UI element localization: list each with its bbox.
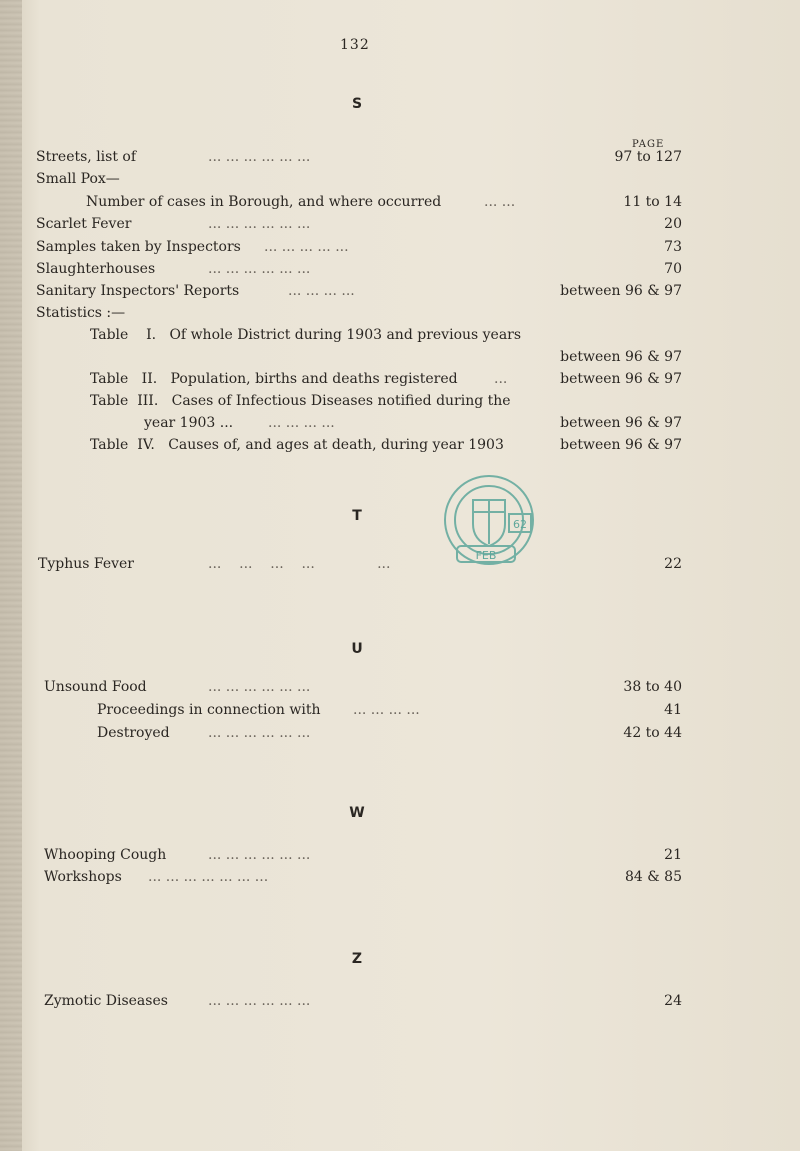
entry-page: between 96 & 97 bbox=[560, 437, 682, 453]
index-entry-proceedings bbox=[97, 700, 682, 720]
entry-label: Typhus Fever bbox=[38, 556, 134, 572]
entry-label: Samples taken by Inspectors bbox=[36, 239, 241, 255]
section-letter-s: S bbox=[351, 96, 363, 112]
leader-dots: ... ... ... ... ... bbox=[264, 239, 349, 255]
leader-dots: ... ... ... ... ... ... bbox=[208, 149, 311, 165]
entry-label: Number of cases in Borough, and where occurred bbox=[86, 194, 442, 210]
index-entry-zymotic-diseases bbox=[44, 991, 682, 1011]
index-entry-table-2 bbox=[90, 369, 682, 389]
entry-page: 38 to 40 bbox=[623, 679, 682, 695]
entry-page: 84 & 85 bbox=[625, 869, 682, 885]
entry-page: between 96 & 97 bbox=[560, 371, 682, 387]
leader-dots: ... ... ... ... ... ... bbox=[208, 847, 311, 863]
leader-dots: ... ... ... ... ... bbox=[208, 556, 391, 572]
entry-page: 41 bbox=[664, 702, 682, 718]
entry-label: year 1903 ... bbox=[144, 415, 234, 431]
index-entry-statistics bbox=[36, 303, 682, 323]
leader-dots: ... ... ... ... ... ... ... bbox=[148, 869, 269, 885]
entry-label: Table I. Of whole District during 1903 and previous years bbox=[90, 327, 522, 343]
index-entry-table-3-year bbox=[144, 413, 682, 433]
index-entry-whooping-cough bbox=[44, 845, 682, 865]
leader-dots: ... ... ... ... ... ... bbox=[208, 216, 311, 232]
entry-page: 42 to 44 bbox=[623, 725, 682, 741]
index-entry-streets bbox=[36, 147, 682, 167]
leader-dots: ... ... ... ... bbox=[268, 415, 335, 431]
index-entry-table-3 bbox=[90, 391, 682, 411]
entry-label: Table III. Cases of Infectious Diseases notified during the bbox=[90, 393, 511, 409]
index-entry-workshops bbox=[44, 867, 682, 887]
entry-page: 20 bbox=[664, 216, 682, 232]
entry-label: Table IV. Causes of, and ages at death, during year 1903 bbox=[90, 437, 504, 453]
leader-dots: ... ... ... ... ... ... bbox=[208, 993, 311, 1009]
index-entry-unsound-food bbox=[44, 677, 682, 697]
leader-dots: ... ... ... ... bbox=[288, 283, 355, 299]
entry-label: Proceedings in connection with bbox=[97, 702, 321, 718]
section-letter-u: U bbox=[351, 641, 363, 657]
leader-dots: ... ... ... ... bbox=[353, 702, 420, 718]
entry-label: Whooping Cough bbox=[44, 847, 167, 863]
index-entry-sanitary-reports bbox=[36, 281, 682, 301]
entry-page: 73 bbox=[664, 239, 682, 255]
index-entry-destroyed bbox=[97, 723, 682, 743]
entry-label: Sanitary Inspectors' Reports bbox=[36, 283, 240, 299]
entry-page: 70 bbox=[664, 261, 682, 277]
index-entry-typhus-fever bbox=[38, 554, 682, 574]
entry-label: Unsound Food bbox=[44, 679, 147, 695]
page-binding-edge bbox=[0, 0, 22, 1151]
index-entry-slaughterhouses bbox=[36, 259, 682, 279]
index-entry-scarlet-fever bbox=[36, 214, 682, 234]
index-entry-table-1-page bbox=[90, 347, 682, 367]
entry-label: Small Pox— bbox=[36, 171, 120, 187]
entry-label: Table II. Population, births and deaths registered bbox=[90, 371, 458, 387]
stamp-month: FEB bbox=[475, 549, 497, 562]
leader-dots: ... ... bbox=[484, 194, 516, 210]
entry-label: Scarlet Fever bbox=[36, 216, 132, 232]
entry-page: 22 bbox=[664, 556, 682, 572]
section-letter-z: Z bbox=[351, 951, 363, 967]
index-entry-table-1 bbox=[90, 325, 682, 345]
entry-label: Workshops bbox=[44, 869, 122, 885]
entry-label: Destroyed bbox=[97, 725, 170, 741]
leader-dots: ... ... ... ... ... ... bbox=[208, 725, 311, 741]
index-entry-smallpox-cases bbox=[86, 192, 682, 212]
index-entry-smallpox bbox=[36, 169, 682, 189]
leader-dots: ... bbox=[494, 371, 508, 387]
entry-page: 11 to 14 bbox=[623, 194, 682, 210]
page-column-header: PAGE bbox=[632, 139, 665, 150]
entry-label: Slaughterhouses bbox=[36, 261, 156, 277]
index-entry-table-4 bbox=[90, 435, 682, 455]
index-entry-samples bbox=[36, 237, 682, 257]
entry-label: Zymotic Diseases bbox=[44, 993, 168, 1009]
entry-page: between 96 & 97 bbox=[560, 415, 682, 431]
leader-dots: ... ... ... ... ... ... bbox=[208, 261, 311, 277]
entry-page: between 96 & 97 bbox=[560, 349, 682, 365]
entry-label: Streets, list of bbox=[36, 149, 137, 165]
page-number: 132 bbox=[340, 37, 370, 53]
section-letter-w: W bbox=[349, 805, 365, 821]
leader-dots: ... ... ... ... ... ... bbox=[208, 679, 311, 695]
stamp-year: 62 bbox=[513, 518, 527, 531]
entry-page: 21 bbox=[664, 847, 682, 863]
entry-page: 97 to 127 bbox=[614, 149, 682, 165]
entry-label: Statistics :— bbox=[36, 305, 126, 321]
entry-page: between 96 & 97 bbox=[560, 283, 682, 299]
section-letter-t: T bbox=[352, 508, 362, 524]
entry-page: 24 bbox=[664, 993, 682, 1009]
